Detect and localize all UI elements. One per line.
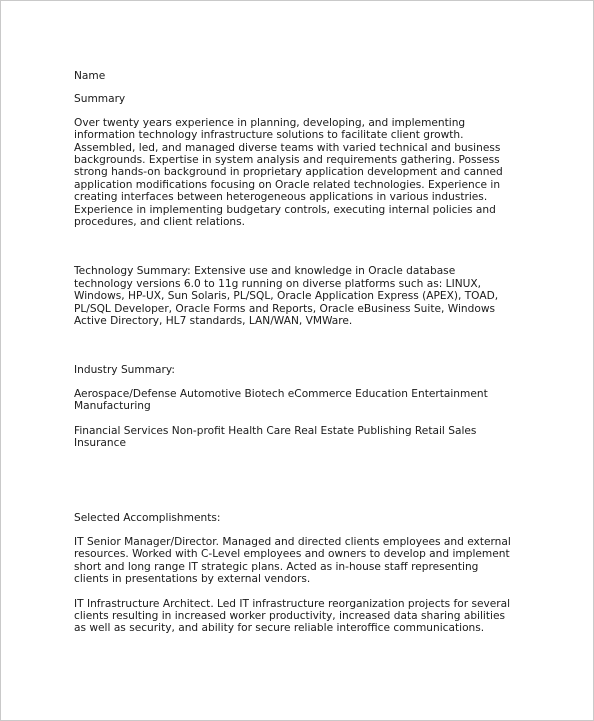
industry-list-line-2: Financial Services Non-profit Health Care Real Estate Publishing Retail Sales Insurance [74, 424, 477, 450]
summary-heading: Summary [74, 93, 126, 106]
technology-summary-paragraph: Technology Summary: Extensive use and knowledge in Oracle database technology versions 6.0 to 11g running on diverse platforms such as: LINUX, Windows, HP-UX, Sun Solaris, PL/SQL, Oracle Application Express (APEX), TOAD, PL/SQL Developer, Oracle Forms and Reports, Oracle eBusiness Suite, Windows Active Directory, HL7 standards, LAN/WAN, VMWare. [74, 265, 499, 328]
accomplishment-paragraph-1: IT Senior Manager/Director. Managed and directed clients employees and external resources. Worked with C-Level employees and owners to develop and implement short and long range IT strategic plans. Acted as in-house staff representing clients in presentations by external vendors. [74, 535, 511, 586]
industry-list-line-1: Aerospace/Defense Automotive Biotech eCommerce Education Entertainment Manufacturing [74, 387, 488, 413]
summary-paragraph: Over twenty years experience in planning, developing, and implementing information technology infrastructure solutions to facilitate client growth. Assembled, led, and managed diverse teams with varied technical and business backgrounds. Expertise in system analysis and requirements gathering. Possess strong hands-on background in proprietary application development and canned application modifications focusing on Oracle related technologies. Experience in creating interfaces between heterogeneous applications in various industries. Experience in implementing budgetary controls, executing internal policies and procedures, and client relations. [74, 116, 503, 229]
industry-summary-heading: Industry Summary: [74, 363, 175, 376]
accomplishments-heading: Selected Accomplishments: [74, 511, 221, 524]
resume-name: Name [74, 70, 106, 82]
document-content [74, 70, 514, 635]
accomplishment-paragraph-2: IT Infrastructure Architect. Led IT infrastructure reorganization projects for several clients resulting in increased worker productivity, increased data sharing abilities as well as security, and ability for secure reliable interoffice communications. [74, 597, 511, 635]
